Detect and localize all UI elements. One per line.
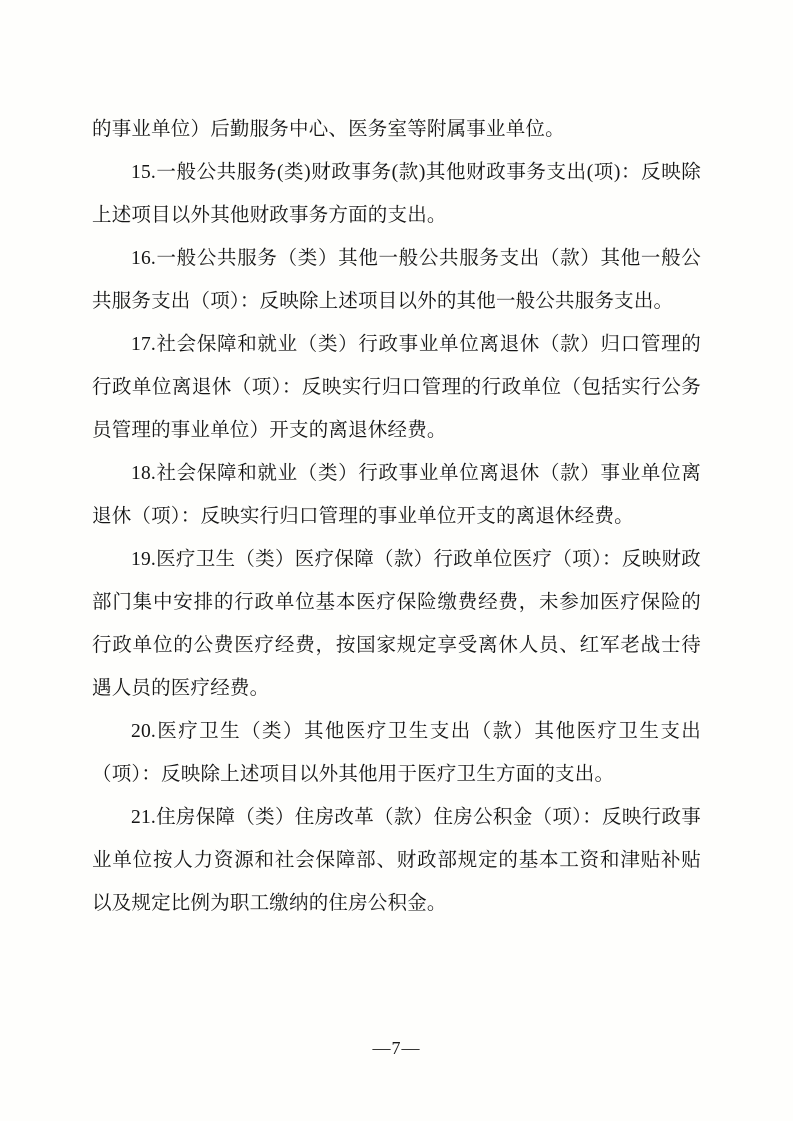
paragraph-item-18: 18.社会保障和就业（类）行政事业单位离退休（款）事业单位离退休（项）：反映实行归口管理的事业单位开支的离退休经费。 [92, 463, 701, 527]
paragraph-item-19: 19.医疗卫生（类）医疗保障（款）行政单位医疗（项）：反映财政部门集中安排的行政单位基本医疗保险缴费经费，未参加医疗保险的行政单位的公费医疗经费，按国家规定享受离休人员、红军老战士待遇人员的医疗经费。 [92, 549, 701, 699]
document-body [92, 108, 701, 925]
paragraph-item-15: 15.一般公共服务(类)财政事务(款)其他财政事务支出(项)：反映除上述项目以外其他财政事务方面的支出。 [92, 162, 701, 226]
page-number: —7— [372, 1038, 421, 1058]
paragraph-continued: 的事业单位）后勤服务中心、医务室等附属事业单位。 [92, 119, 565, 140]
paragraph-item-16: 16.一般公共服务（类）其他一般公共服务支出（款）其他一般公共服务支出（项）：反映除上述项目以外的其他一般公共服务支出。 [92, 248, 701, 312]
paragraph-item-21: 21.住房保障（类）住房改革（款）住房公积金（项）：反映行政事业单位按人力资源和社会保障部、财政部规定的基本工资和津贴补贴以及规定比例为职工缴纳的住房公积金。 [92, 807, 701, 914]
page-footer [0, 1038, 793, 1059]
paragraph-item-17: 17.社会保障和就业（类）行政事业单位离退休（款）归口管理的行政单位离退休（项）：反映实行归口管理的行政单位（包括实行公务员管理的事业单位）开支的离退休经费。 [92, 334, 701, 441]
paragraph-item-20: 20.医疗卫生（类）其他医疗卫生支出（款）其他医疗卫生支出（项）：反映除上述项目以外其他用于医疗卫生方面的支出。 [92, 721, 701, 785]
